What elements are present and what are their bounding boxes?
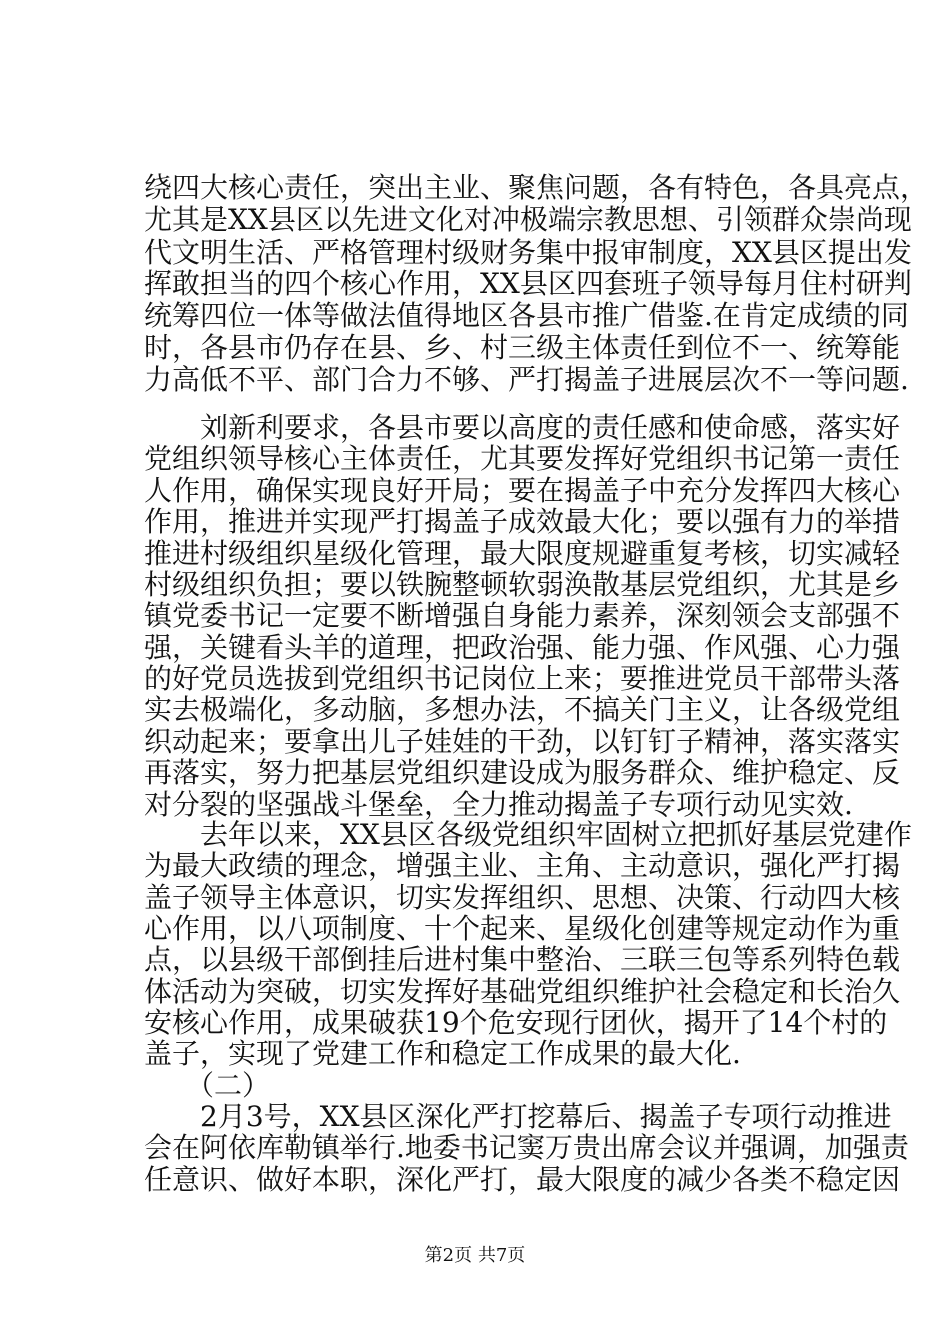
paragraph-2-line: 为最大政绩的理念，增强主业、主角、主动意识，强化严打揭: [144, 849, 901, 882]
paragraph-1-line: 织动起来；要拿出儿子娃娃的干劲，以钉钉子精神，落实落实: [144, 725, 901, 758]
paragraph-1-line: 的好党员选拔到党组织书记岗位上来；要推进党员干部带头落: [144, 662, 901, 695]
paragraph-0-line: 尤其是XX县区以先进文化对冲极端宗教思想、引领群众崇尚现: [144, 203, 912, 236]
paragraph-4-line: 任意识、做好本职，深化严打，最大限度的减少各类不稳定因: [144, 1163, 901, 1196]
paragraph-0-line: 时，各县市仍存在县、乡、村三级主体责任到位不一、统筹能: [144, 331, 901, 364]
paragraph-2-line: 去年以来，XX县区各级党组织牢固树立把抓好基层党建作: [144, 818, 912, 851]
paragraph-2-line: 心作用，以八项制度、十个起来、星级化创建等规定动作为重: [144, 912, 901, 945]
paragraph-2-line: 体活动为突破，切实发挥好基础党组织维护社会稳定和长治久: [144, 975, 901, 1008]
paragraph-1-line: 党组织领导核心主体责任，尤其要发挥好党组织书记第一责任: [144, 442, 901, 475]
paragraph-3-line: （二）: [144, 1069, 271, 1102]
paragraph-0-line: 代文明生活、严格管理村级财务集中报审制度，XX县区提出发: [144, 236, 912, 269]
paragraph-1-line: 镇党委书记一定要不断增强自身能力素养，深刻领会支部强不: [144, 599, 901, 632]
paragraph-4-line: 2月3号，XX县区深化严打挖幕后、揭盖子专项行动推进: [144, 1100, 892, 1133]
paragraph-1-line: 对分裂的坚强战斗堡垒，全力推动揭盖子专项行动见实效.: [144, 788, 853, 821]
paragraph-1-line: 强，关键看头羊的道理，把政治强、能力强、作风强、心力强: [144, 631, 901, 664]
paragraph-1-line: 村级组织负担；要以铁腕整顿软弱涣散基层党组织，尤其是乡: [144, 568, 901, 601]
paragraph-2-line: 盖子领导主体意识，切实发挥组织、思想、决策、行动四大核: [144, 881, 901, 914]
paragraph-0-line: 统筹四位一体等做法值得地区各县市推广借鉴.在肯定成绩的同: [144, 299, 909, 332]
page-footer: 第2页 共7页: [424, 1245, 526, 1266]
paragraph-0-line: 挥敢担当的四个核心作用，XX县区四套班子领导每月住村研判: [144, 267, 912, 300]
paragraph-1-line: 推进村级组织星级化管理，最大限度规避重复考核，切实减轻: [144, 537, 901, 570]
paragraph-2-line: 盖子，实现了党建工作和稳定工作成果的最大化.: [144, 1037, 741, 1070]
paragraph-1-line: 人作用，确保实现良好开局；要在揭盖子中充分发挥四大核心: [144, 474, 901, 507]
paragraph-2-line: 安核心作用，成果破获19个危安现行团伙，揭开了14个村的: [144, 1006, 888, 1039]
paragraph-1-line: 再落实，努力把基层党组织建设成为服务群众、维护稳定、反: [144, 756, 901, 789]
paragraph-0-line: 绕四大核心责任，突出主业、聚焦问题，各有特色，各具亮点，: [144, 171, 929, 204]
paragraph-1-line: 刘新利要求，各县市要以高度的责任感和使命感，落实好: [144, 411, 901, 444]
paragraph-1-line: 作用，推进并实现严打揭盖子成效最大化；要以强有力的举措: [144, 505, 901, 538]
paragraph-0-line: 力高低不平、部门合力不够、严打揭盖子进展层次不一等问题.: [144, 363, 909, 396]
paragraph-4-line: 会在阿依库勒镇举行.地委书记窦万贵出席会议并强调，加强责: [144, 1131, 909, 1164]
paragraph-1-line: 实去极端化，多动脑，多想办法，不搞关门主义，让各级党组: [144, 693, 901, 726]
paragraph-2-line: 点，以县级干部倒挂后进村集中整治、三联三包等系列特色载: [144, 943, 901, 976]
